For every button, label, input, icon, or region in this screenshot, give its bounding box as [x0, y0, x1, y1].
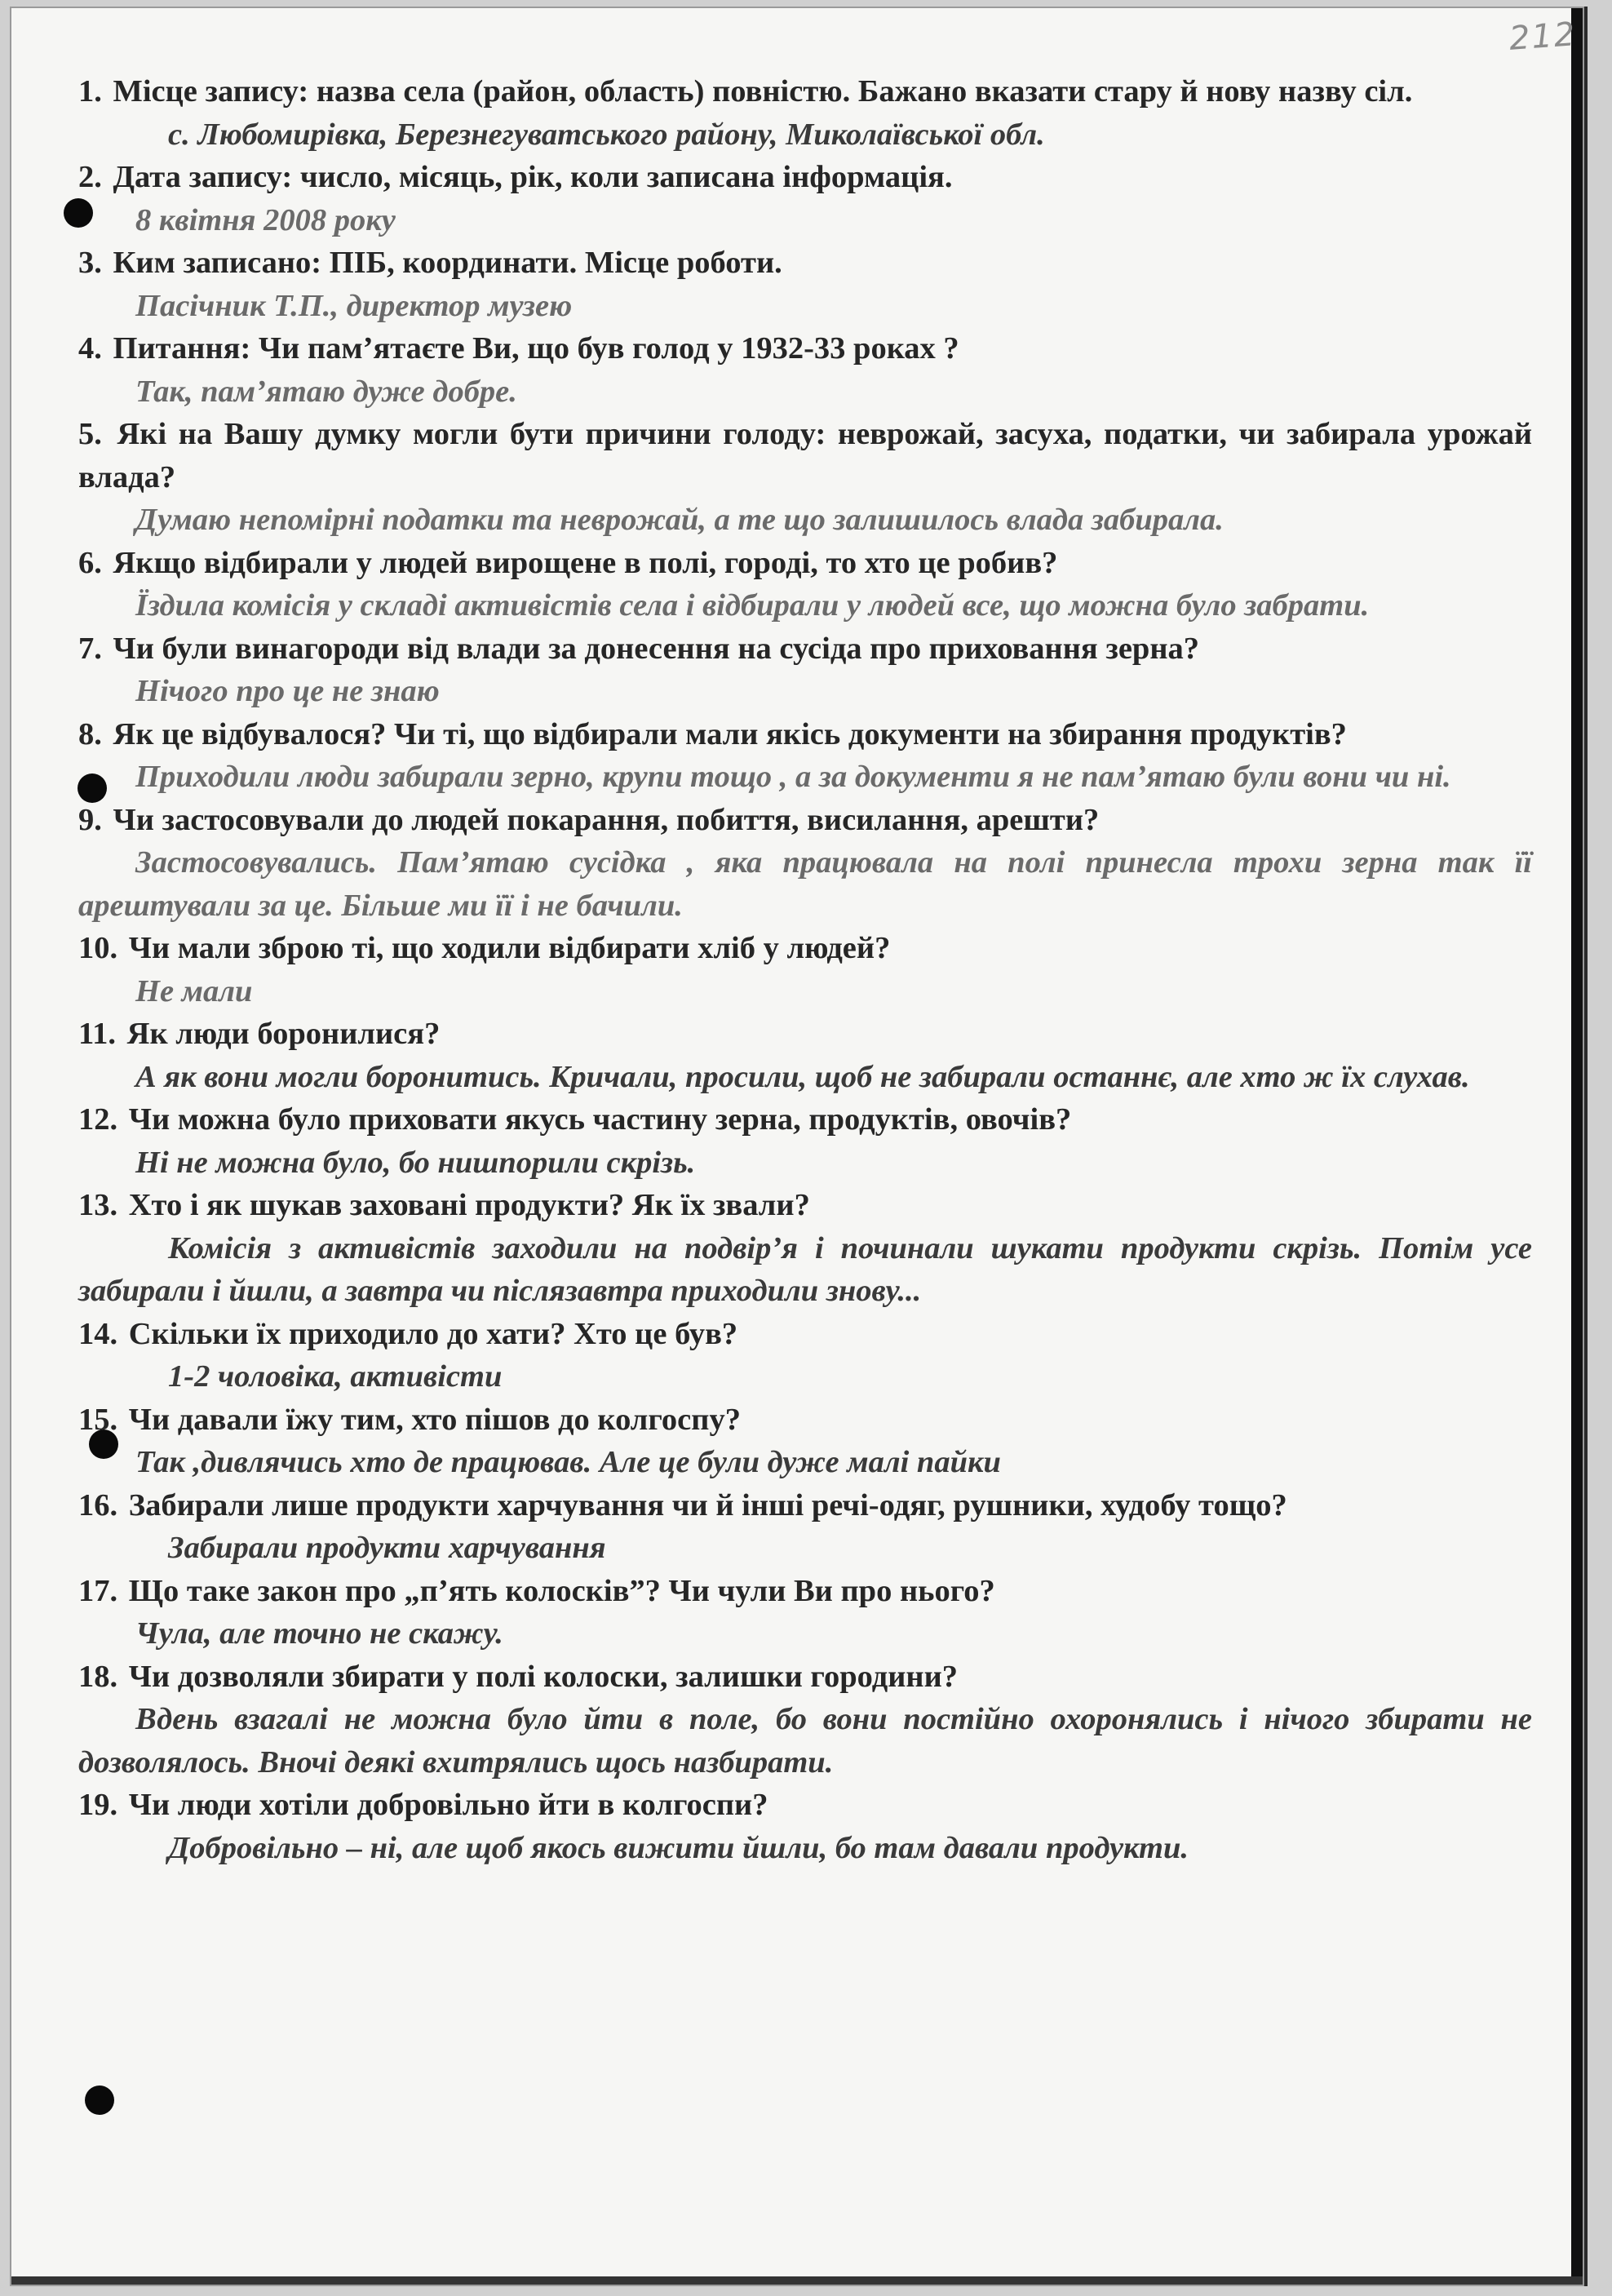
question: 11. Як люди боронилися?: [78, 1017, 441, 1051]
question: 1. Місце запису: назва села (район, область) повністю. Бажано вказати стару й нову назву сіл.: [78, 74, 1413, 109]
answer: Чула, але точно не скажу.: [135, 1616, 503, 1651]
question: 12. Чи можна було приховати якусь частину зерна, продуктів, овочів?: [78, 1102, 1072, 1137]
question: 3. Ким записано: ПІБ, координати. Місце роботи.: [78, 246, 782, 280]
question: 13. Хто і як шукав заховані продукти? Як їх звали?: [78, 1188, 810, 1222]
answer: Приходили люди забирали зерно, крупи тощо , а за документи я не пам’ятаю були вони чи ні.: [135, 760, 1451, 794]
answer: 1-2 чоловіка, активісти: [168, 1359, 503, 1394]
answer: Добровільно – ні, але щоб якось вижити йшли, бо там давали продукти.: [168, 1830, 1189, 1865]
answer: Ні не можна було, бо нишпорили скрізь.: [135, 1145, 696, 1180]
questionnaire: [78, 70, 1532, 1869]
question: 2. Дата запису: число, місяць, рік, коли записана інформація.: [78, 160, 953, 194]
answer: 8 квітня 2008 року: [135, 202, 396, 237]
answer: Застосовувались. Пам’ятаю сусідка , яка працювала на полі принесла трохи зерна так її арештували за це. Більше ми її і не бачили.: [78, 845, 1532, 923]
answer: Нічого про це не знаю: [135, 674, 440, 708]
question: 10. Чи мали зброю ті, що ходили відбирати хліб у людей?: [78, 931, 891, 965]
question: 5. Які на Вашу думку могли бути причини голоду: неврожай, засуха, податки, чи забирала урожай влада?: [78, 417, 1533, 494]
page-number: 212: [1508, 16, 1578, 58]
answer: Забирали продукти харчування: [168, 1531, 606, 1565]
answer: Пасічник Т.П., директор музею: [135, 288, 573, 323]
question: 9. Чи застосовували до людей покарання, побиття, висилання, арешти?: [78, 802, 1100, 837]
answer: Так ,дивлячись хто де працював. Але це були дуже малі пайки: [135, 1445, 1001, 1479]
question: 15. Чи давали їжу тим, хто пішов до колгоспу?: [78, 1402, 741, 1437]
scan-edge: [11, 2276, 1583, 2285]
scan-edge: [1571, 8, 1583, 2285]
question: 4. Питання: Чи пам’ятаєте Ви, що був голод у 1932-33 роках ?: [78, 331, 959, 366]
answer: Їздила комісія у складі активістів села і відбирали у людей все, що можна було забрати.: [135, 588, 1370, 623]
answer: Так, пам’ятаю дуже добре.: [135, 374, 517, 409]
answer: с. Любомирівка, Березнегуватського району, Миколаївської обл.: [168, 117, 1045, 152]
answer: Думаю непомірні податки та неврожай, а те що залишилось влада забирала.: [135, 503, 1224, 537]
question: 19. Чи люди хотіли добровільно йти в колгоспи?: [78, 1788, 768, 1822]
answer: Вдень взагалі не можна було йти в поле, бо вони постійно охоронялись і нічого збирати не дозволялось. Вночі деякі вхитрялись щось назбирати.: [78, 1702, 1532, 1780]
punch-hole: [85, 2085, 114, 2115]
question: 7. Чи були винагороди від влади за донесення на сусіда про приховання зерна?: [78, 631, 1200, 666]
question: 18. Чи дозволяли збирати у полі колоски, залишки городини?: [78, 1659, 959, 1694]
question: 8. Як це відбувалося? Чи ті, що відбирали мали якісь документи на збирання продуктів?: [78, 716, 1347, 751]
question: 6. Якщо відбирали у людей вирощене в полі, городі, то хто це робив?: [78, 545, 1058, 580]
answer: А як вони могли боронитись. Кричали, просили, щоб не забирали останнє, але хто ж їх слухав.: [135, 1059, 1470, 1094]
answer: Не мали: [135, 973, 253, 1008]
answer: Комісія з активістів заходили на подвір’я і починали шукати продукти скрізь. Потім усе забирали і йшли, а завтра чи післязавтра приходили знову...: [78, 1230, 1532, 1308]
question: 16. Забирали лише продукти харчування чи й інші речі-одяг, рушники, худобу тощо?: [78, 1487, 1287, 1523]
question: 17. Що таке закон про „п’ять колосків”? Чи чули Ви про нього?: [78, 1573, 995, 1608]
question: 14. Скільки їх приходило до хати? Хто це був?: [78, 1316, 738, 1351]
